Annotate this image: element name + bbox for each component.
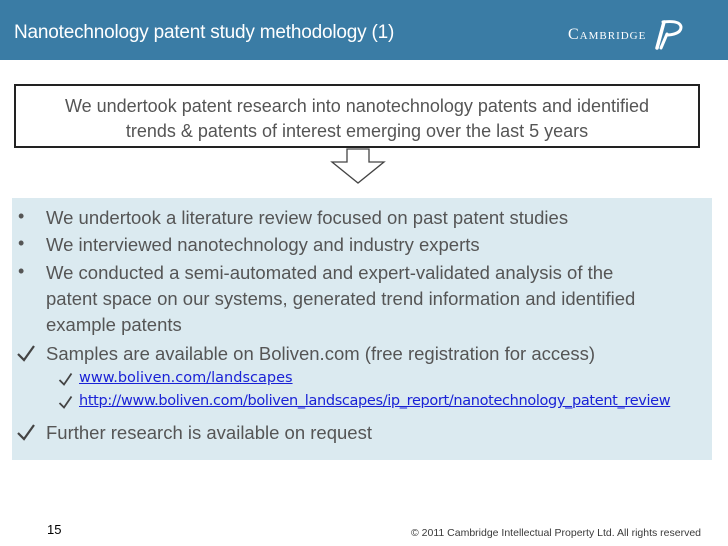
bullet-item-continued: example patents	[46, 314, 182, 335]
bullet-item: We undertook a literature review focused on past patent studies	[46, 207, 569, 228]
copyright-notice: © 2011 Cambridge Intellectual Property Ltd. All rights reserved	[411, 527, 702, 539]
checkmark-icon	[16, 344, 36, 362]
bullet-marker: •	[18, 206, 25, 226]
page-number: 15	[47, 522, 62, 537]
intro-line-1: We undertook patent research into nanotechnology patents and identified	[64, 96, 650, 116]
bullet-item-continued: patent space on our systems, generated trend information and identified	[46, 288, 636, 309]
intro-line-2: trends & patents of interest emerging over the last 5 years	[125, 121, 589, 141]
logo-ip-mark-icon	[648, 18, 688, 52]
content-panel	[12, 198, 712, 460]
bullet-item: We interviewed nanotechnology and industry experts	[46, 234, 480, 255]
check-item: Further research is available on request	[46, 422, 372, 443]
slide-title: Nanotechnology patent study methodology (1)	[14, 22, 395, 43]
intro-text	[22, 94, 692, 144]
checkmark-icon	[58, 395, 73, 409]
nanotechnology-report-link[interactable]: http://www.boliven.com/boliven_landscapes/ip_report/nanotechnology_patent_review	[79, 393, 671, 409]
bullet-marker: •	[18, 233, 25, 253]
checkmark-icon	[58, 372, 73, 386]
check-item: Samples are available on Boliven.com (free registration for access)	[46, 343, 596, 364]
intro-box	[14, 84, 700, 148]
header-bar	[0, 0, 728, 60]
logo-text: Cambridge	[568, 26, 647, 43]
bullet-item: We conducted a semi-automated and expert-validated analysis of the	[46, 262, 614, 283]
landscapes-link[interactable]: www.boliven.com/landscapes	[79, 370, 293, 386]
bullet-marker: •	[18, 261, 25, 281]
checkmark-icon	[16, 423, 36, 441]
cambridge-ip-logo	[568, 18, 688, 52]
down-arrow-icon	[330, 148, 386, 184]
